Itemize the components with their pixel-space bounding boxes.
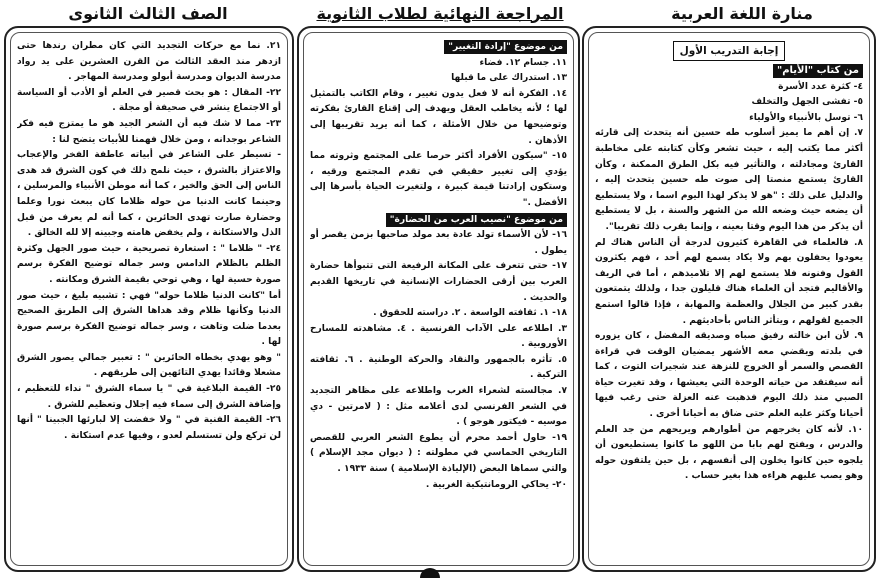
answer-item: ١٨- ١. ثقافته الواسعة . ٢. دراسته للحقوق . [373,308,567,319]
answer-item: ١٩- حاول أحمد محرم أن يطوع الشعر العربي للقصص التاريخي الحماسي في مطولته : ( ديوان مجد الإسلام ) والتي سماها البعض (الإلياذة الإسلامية ) سنة ١٩٣٣ . [310,432,567,475]
answer-item: ٣. اطلاعه على الآداب الفرنسية . ٤. مشاهدته للمسارح الأوروبية . [310,323,567,350]
answer-item: ٨. فالعلماء في القاهرة كثيرون لدرجة أن الناس هناك لم يعودوا يحفلون بهم ولا يكاد يسمع لهم أحد ، فهم يكثرون القول وفنونه فلا يستمع لهم إلا تلاميذهم ، أما في الريف والأقاليم فتجد أن العلماء هناك قليلون جدا ، ولذلك يتمتعون بقدر كبير من الجلال والعظمة والمهابة ، فإذا قالوا استمع الجميع لقولهم ، ويتأثر الناس بأحاديثهم . [595,237,863,326]
center-column-frame [297,26,580,572]
center-header-title: المراجعة النهائية لطلاب الثانوية [316,3,564,23]
section-tag-arabs: من موضوع "نصيب العرب من الحضارة" [386,213,567,227]
answer-item: " وهو يهدي بخطاه الحائرين " : تعبير جمالي يصور الشرق مشعلا وقائدا يهدي التائهين إلى طريقهم . [17,352,281,379]
answer-item: ١٠. لأنه كان يخرجهم من أطوارهم ويريحهم من جد العلم والدرس ، ويفتح لهم بابا من اللهو ما كانوا يستطيعون أن يلجوه حين كانوا يخلون إلى أنفسهم ، بل حين يلتقون حوله وهو يصب عليهم هراءه هذا بغير حساب . [595,424,863,482]
answer-item: ٢٥- القيمة البلاغية في " يا سماء الشرق " نداء للتعظيم ، وإضافة الشرق إلى سماء فيه إجلال وتعظيم للشرق . [17,384,281,410]
answer-item: أما "كانت الدنيا ظلاما حوله" فهي : تشبيه بليغ ، حيث صور الدنيا وكأنها ظلام وقد هداها الشرق إلى الطريق الصحيح بعدما ضلت وتاهت ، وسر جماله توضيح الفكرة برسم صورة لها . [17,290,281,348]
answer-item: ٢٤- " ظلاما " : استعارة تصريحية ، حيث صور الجهل وكثرة الظلم بالظلام الدامس وسر جماله توضيح الفكرة برسم صورة حسية لها ، وهي توحي بقيمة الشرق ومكانته . [17,243,281,285]
answer-item: ١٥- "سيكون الأفراد أكثر حرصا على المجتمع وثروته مما يؤدي إلى تغيير حقيقي في تقدم المجتمع ورقيه ، وستكون إرادتنا قيمة كبيرة ، ولتغيرت الحياة بأسرها إلى الأفضل ." [310,151,567,208]
section-tag-ayam: من كتاب "الأيام" [773,64,863,78]
section-tag-will: من موضوع "إرادة التغيير" [444,40,567,54]
left-column-text [17,39,281,561]
answer-item: ٢٢- المقال : هو بحث قصير في العلم أو الأدب أو السياسة أو الاجتماع ينشر في صحيفة أو مجلة . [17,87,281,114]
left-column-frame [4,26,294,572]
answer-item: ٥- تفشى الجهل والتخلف [751,97,863,108]
answer-item: ١٧- حتى تتعرف على المكانة الرفيعة التى تتبوأها حضارة العرب بين أرقى الحضارات الإنسانية في تاريخها القديم والحديث . [310,261,567,303]
center-column-inner [303,32,574,566]
answer-item: ٢٣- مما لا شك فيه أن الشعر الجيد هو ما يمتزج فيه فكر الشاعر بوجدانه ، ومن خلال فهمنا للأبيات يتضح لنا : [17,118,281,145]
answer-item: ٤- كثرة عدد الأسرة [778,81,863,92]
answer-item: ١١. جسام ١٢. فضاء [479,57,567,68]
answer-item: ٢٠- يحاكي الرومانتيكية الغربية . [425,479,567,490]
right-column-text [595,39,863,561]
right-column-inner [588,32,870,566]
answer-item: ٩. لأن ابن خالته رفيق صباه وصديقه المفضل ، كان يزوره في بلدته ويقضي معه الأشهر يمضيان الوقت في قراءة القصص والسمر أو الخروج للنزهة عند شجيرات التوت ، كما أنه سيفتقد من حياته الوحدة التي يعيشها ، وقد تغيرت حياة الصبي منذ ذلك اليوم فذهبت عنه العزلة حتى رغب فيها أحيانا وكثر عليه العلم حتى ضاق به أحيانا أخرى . [595,331,863,420]
right-column-frame [582,26,876,572]
right-header-title: منارة اللغة العربية [671,3,813,23]
answer-item: ٢٦- القيمة الفنية في " ولا خفضت إلا لبارئها الجبينا " أنها لن تركع ولن تستسلم لعدو ، وفيها عدم استكانة . [17,415,281,441]
answer-item: - تسيطر على الشاعر في أبياته عاطفة الفخر والإعجاب والاعتزاز بالشرق ، حيث نلمح ذلك في كون الشرق قد هدى الناس إلى الحق والخير ، كما أنه موطن الأنبياء والمرسلين ، وحينما كانت الدنيا من حوله ظلاما كان يبعث نورا وعلما وحضارة صارت تهدى الحائرين ، كما أنه لم يعرف من قبل الذل والاستكانة ، ولم يخفض هامته وجبينه إلا لله الخالق . [17,150,281,239]
answer-item: ٥. تأثره بالجمهور والنقاد والحركة الوطنية . ٦. ثقافته التركية . [310,354,567,381]
answer-item: ٧. مجالسته لشعراء الغرب واطلاعه على مظاهر التجديد في الشعر الفرنسي لدى أعلامه مثل : ( لامرتين - دي موسيه - فيكتور هوجو ) . [310,386,567,428]
answer-item: ٢١. نما مع حركات التجديد التي كان مطران رندها حتى ازدهر منذ العقد الثالث من القرن العشرين على يد رواد مدرسة الديوان ومدرسة أبولو ومدرسة المهاجر . [17,41,281,83]
answer-item: ١٣. استدراك على ما قبلها [451,73,567,84]
answer-item: ٦- توسل بالأنبياء والأولياء [749,112,863,123]
answer-item: ١٦- لأن الأسماء تولد عادة بعد مولد صاحبها بزمن يقصر أو يطول . [310,230,567,256]
answer-item: ٧. إن أهم ما يميز أسلوب طه حسين أنه يتحدث إلى قارئه أكثر مما يكتب إليه ، حيث تشعر وكأن كتابته على مخاطبة القارئ ومجادلته ، والتأثير فيه بكل الطرق الممكنة ، وكأن القارئ يستمع منصتا إلى صوت طه حسين يتحدث إليه ، والدليل على ذلك : "هو لا يذكر لهذا اليوم اسما ، ولا يستطيع أن يضعه حيث وضعه الله من الشهر والسنة ، بل لا يستطيع أن يذكر من هذا اليوم وقتا بعينه ، وإنما يقرب ذلك تقريبا". [595,128,863,232]
left-column-inner [10,32,288,566]
box-title: إجابة التدريب الأول [673,41,786,61]
left-header-title: الصف الثالث الثانوى [68,3,228,23]
answer-item: ١٤. الفكرة أنه لا فعل يدون تغيير ، وقام الكاتب بالتمثيل لها ؛ لأنه يخاطب العقل ويهدف إلى إقناع القارئ بفكرته وتوضيحها من خلال الأمثلة ، كما أنه يريد تقريبها إلى الأذهان . [310,88,567,146]
box-title-wrap [595,39,863,63]
center-column-text [310,39,567,561]
